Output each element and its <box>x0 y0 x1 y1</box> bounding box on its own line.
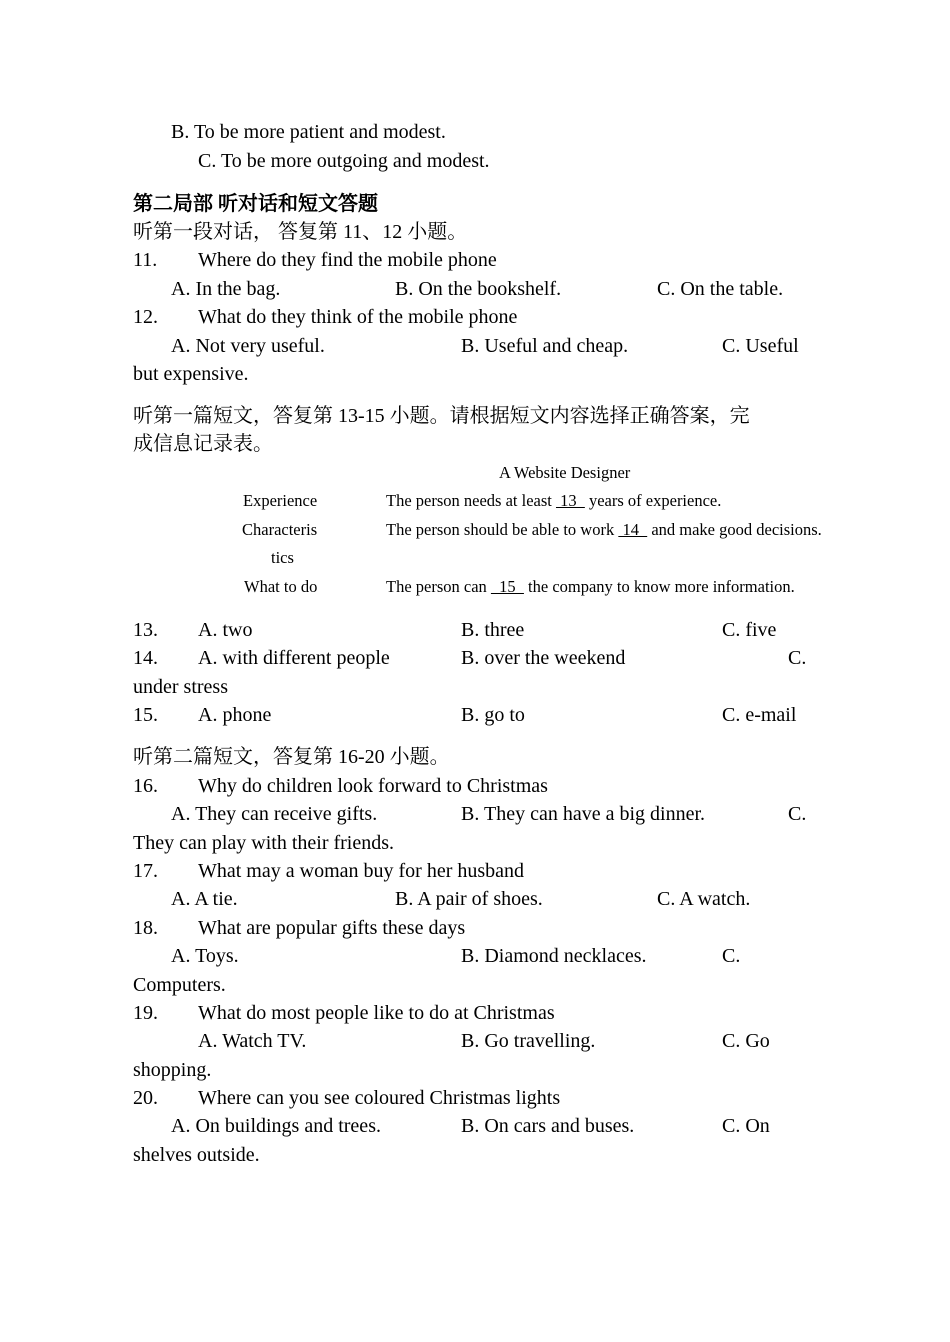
q11-option-b: B. On the bookshelf. <box>395 278 562 300</box>
part2-heading: 第二局部 听对话和短文答题 <box>133 193 378 215</box>
q14-option-a: A. with different people <box>198 647 390 669</box>
prev-option-c: C. To be more outgoing and modest. <box>198 150 490 172</box>
q18-option-c-cont: Computers. <box>133 974 226 996</box>
q12-option-c-cont: but expensive. <box>133 363 249 385</box>
q20-option-c: C. On <box>722 1115 770 1137</box>
q16-option-c-cont: They can play with their friends. <box>133 832 395 854</box>
table-title: A Website Designer <box>499 463 631 482</box>
table-row-characteristics: The person should be able to work 14 and make good decisions. <box>386 520 822 539</box>
q13-option-c: C. five <box>722 619 777 641</box>
q14-option-c-cont: under stress <box>133 676 228 698</box>
q16-option-c: C. <box>788 803 807 825</box>
q14-option-c: C. <box>788 647 807 669</box>
q15-option-b: B. go to <box>461 704 525 726</box>
q18-number: 18. <box>133 917 158 939</box>
table-row-experience: The person needs at least 13 years of experience. <box>386 491 722 510</box>
q12-option-b: B. Useful and cheap. <box>461 335 629 357</box>
blank-14[interactable]: 14 <box>618 520 648 539</box>
q20-option-a: A. On buildings and trees. <box>171 1115 381 1137</box>
q17-number: 17. <box>133 860 158 882</box>
table-row-what-to-do: The person can 15 the company to know more information. <box>386 577 795 596</box>
q11-question: Where do they find the mobile phone <box>198 249 497 271</box>
q19-option-c: C. Go <box>722 1030 770 1052</box>
q12-option-a: A. Not very useful. <box>171 335 325 357</box>
q14-number: 14. <box>133 647 158 669</box>
q17-option-b: B. A pair of shoes. <box>395 888 543 910</box>
q18-option-a: A. Toys. <box>171 945 239 967</box>
q18-option-b: B. Diamond necklaces. <box>461 945 647 967</box>
q15-number: 15. <box>133 704 158 726</box>
q19-option-c-cont: shopping. <box>133 1059 212 1081</box>
q18-question: What are popular gifts these days <box>198 917 466 939</box>
q13-option-a: A. two <box>198 619 253 641</box>
q11-number: 11. <box>133 249 158 271</box>
passage1-intro-line1: 听第一篇短文，答复第 13-15 小题。请根据短文内容选择正确答案，完 <box>133 405 750 427</box>
q17-option-a: A. A tie. <box>171 888 238 910</box>
q13-option-b: B. three <box>461 619 525 641</box>
table-label-experience: Experience <box>243 491 318 510</box>
table-label-what-to-do: What to do <box>244 577 318 596</box>
q19-option-b: B. Go travelling. <box>461 1030 596 1052</box>
passage1-intro-line2: 成信息记录表。 <box>133 433 273 455</box>
blank-13[interactable]: 13 <box>555 491 585 510</box>
q18-option-c: C. <box>722 945 741 967</box>
q19-question: What do most people like to do at Christmas <box>198 1002 555 1024</box>
q11-option-c: C. On the table. <box>657 278 784 300</box>
q17-option-c: C. A watch. <box>657 888 751 910</box>
q12-option-c: C. Useful <box>722 335 799 357</box>
q20-option-c-cont: shelves outside. <box>133 1144 260 1166</box>
q20-question: Where can you see coloured Christmas lights <box>198 1087 561 1109</box>
q12-question: What do they think of the mobile phone <box>198 306 518 328</box>
q16-option-a: A. They can receive gifts. <box>171 803 378 825</box>
q19-option-a: A. Watch TV. <box>198 1030 307 1052</box>
q20-number: 20. <box>133 1087 158 1109</box>
table-label-characteristics-1: Characteris <box>242 520 318 539</box>
table-label-characteristics-2: tics <box>271 548 294 567</box>
q14-option-b: B. over the weekend <box>461 647 626 669</box>
q16-option-b: B. They can have a big dinner. <box>461 803 706 825</box>
blank-15[interactable]: 15 <box>490 577 524 596</box>
q19-number: 19. <box>133 1002 158 1024</box>
q16-question: Why do children look forward to Christmas <box>198 775 548 797</box>
q15-option-c: C. e-mail <box>722 704 797 726</box>
q16-number: 16. <box>133 775 158 797</box>
q20-option-b: B. On cars and buses. <box>461 1115 635 1137</box>
q11-option-a: A. In the bag. <box>171 278 281 300</box>
dialog1-intro: 听第一段对话， 答复第 11、12 小题。 <box>133 221 468 243</box>
q13-number: 13. <box>133 619 158 641</box>
q17-question: What may a woman buy for her husband <box>198 860 525 882</box>
q12-number: 12. <box>133 306 158 328</box>
passage2-intro: 听第二篇短文，答复第 16-20 小题。 <box>133 746 450 768</box>
prev-option-b: B. To be more patient and modest. <box>171 121 446 143</box>
q15-option-a: A. phone <box>198 704 272 726</box>
